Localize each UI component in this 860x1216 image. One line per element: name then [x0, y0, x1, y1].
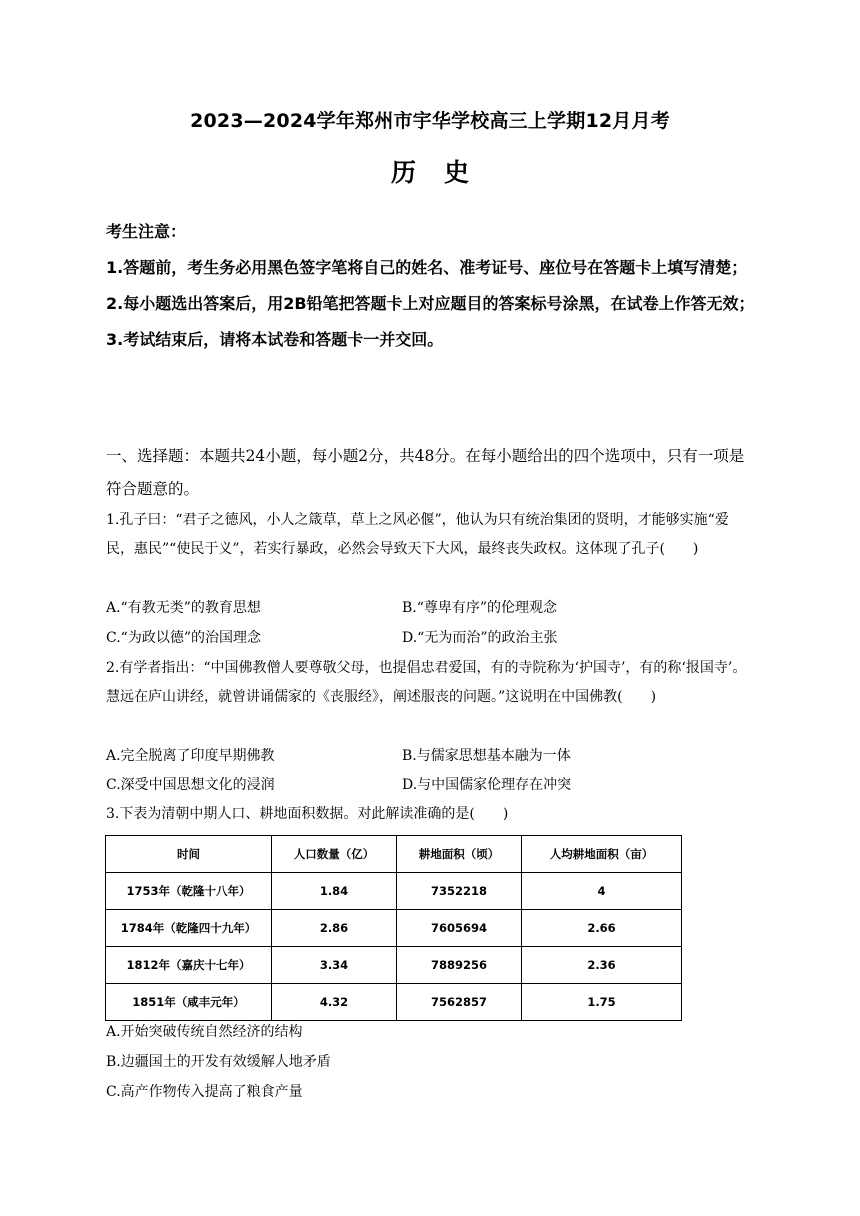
table-row: [106, 947, 682, 984]
table-header-cell: 人均耕地面积（亩）: [522, 836, 682, 873]
subject-title: 历史: [390, 158, 497, 187]
table-cell: 7889256: [397, 947, 522, 984]
table-cell: 2.66: [522, 910, 682, 947]
table-row: [106, 873, 682, 910]
table-cell: 1.84: [272, 873, 397, 910]
question-1-options-row-1: [106, 594, 756, 623]
question-2-option-c[interactable]: C.深受中国思想文化的浸润: [106, 777, 275, 793]
question-2-option-a[interactable]: A.完全脱离了印度早期佛教: [106, 748, 275, 764]
table-cell: 3.34: [272, 947, 397, 984]
question-1-option-d[interactable]: D.“无为而治”的政治主张: [402, 630, 558, 646]
question-3-option-b[interactable]: B.边疆国土的开发有效缓解人地矛盾: [106, 1054, 331, 1070]
question-3-stem: 3.下表为清朝中期人口、耕地面积数据。对此解读准确的是( ): [106, 806, 509, 822]
question-1-stem: 1.孔子曰：“君子之德风，小人之箴草，草上之风必偃”，他认为只有统治集团的贤明，才能够实施“爱民，惠民”“使民于义”，若实行暴政，必然会导致天下大风，最终丧失政权。这体现了孔子( ): [106, 512, 729, 557]
table-cell: 4.32: [272, 984, 397, 1021]
question-2-options-row-2: [106, 771, 756, 800]
question-2-stem: 2.有学者指出：“中国佛教僧人要尊敬父母，也提倡忠君爱国，有的寺院称为‘护国寺’，有的称‘报国寺’。慧远在庐山讲经，就曾讲诵儒家的《丧服经》，阐述服丧的问题。”这说明在中国佛教( ): [106, 660, 747, 705]
table-cell: 7605694: [397, 910, 522, 947]
table-cell: 7352218: [397, 873, 522, 910]
table-cell: 1812年（嘉庆十七年）: [106, 947, 272, 984]
table-cell: 1784年（乾隆四十九年）: [106, 910, 272, 947]
notice-item-3: 3.考试结束后，请将本试卷和答题卡一并交回。: [106, 330, 444, 349]
table-cell: 1.75: [522, 984, 682, 1021]
table-row: [106, 910, 682, 947]
table-cell: 1851年（咸丰元年）: [106, 984, 272, 1021]
question-1-option-a[interactable]: A.“有教无类”的教育思想: [106, 600, 261, 616]
notice-heading: 考生注意：: [106, 222, 187, 241]
table-cell: 2.36: [522, 947, 682, 984]
table-header-row: [106, 836, 682, 873]
table-header-cell: 人口数量（亿）: [272, 836, 397, 873]
table-cell: 4: [522, 873, 682, 910]
table-cell: 1753年（乾隆十八年）: [106, 873, 272, 910]
table-cell: 2.86: [272, 910, 397, 947]
notice-block: [106, 214, 766, 358]
table-header-cell: 时间: [106, 836, 272, 873]
question-1-options-row-2: [106, 624, 756, 653]
notice-item-1: 1.答题前，考生务必用黑色签字笔将自己的姓名、准考证号、座位号在答题卡上填写清楚；: [106, 258, 748, 277]
population-table: [105, 835, 682, 1021]
question-2-option-d[interactable]: D.与中国儒家伦理存在冲突: [402, 777, 572, 793]
table-header-cell: 耕地面积（顷）: [397, 836, 522, 873]
table-row: [106, 984, 682, 1021]
question-3-option-a[interactable]: A.开始突破传统自然经济的结构: [106, 1024, 303, 1040]
exam-title: 2023—2024学年郑州市宇华学校高三上学期12月月考: [190, 110, 670, 132]
question-3-option-c[interactable]: C.高产作物传入提高了粮食产量: [106, 1084, 303, 1100]
question-1-option-c[interactable]: C.“为政以德”的治国理念: [106, 630, 261, 646]
question-2-options-row-1: [106, 742, 756, 771]
question-1-option-b[interactable]: B.“尊卑有序”的伦理观念: [402, 600, 558, 616]
notice-item-2: 2.每小题选出答案后，用2B铅笔把答题卡上对应题目的答案标号涂黑，在试卷上作答无效；: [106, 294, 755, 313]
section-heading: 一、选择题：本题共24小题，每小题2分，共48分。在每小题给出的四个选项中，只有一项是符合题意的。: [106, 447, 745, 498]
table-cell: 7562857: [397, 984, 522, 1021]
question-2-option-b[interactable]: B.与儒家思想基本融为一体: [402, 748, 571, 764]
